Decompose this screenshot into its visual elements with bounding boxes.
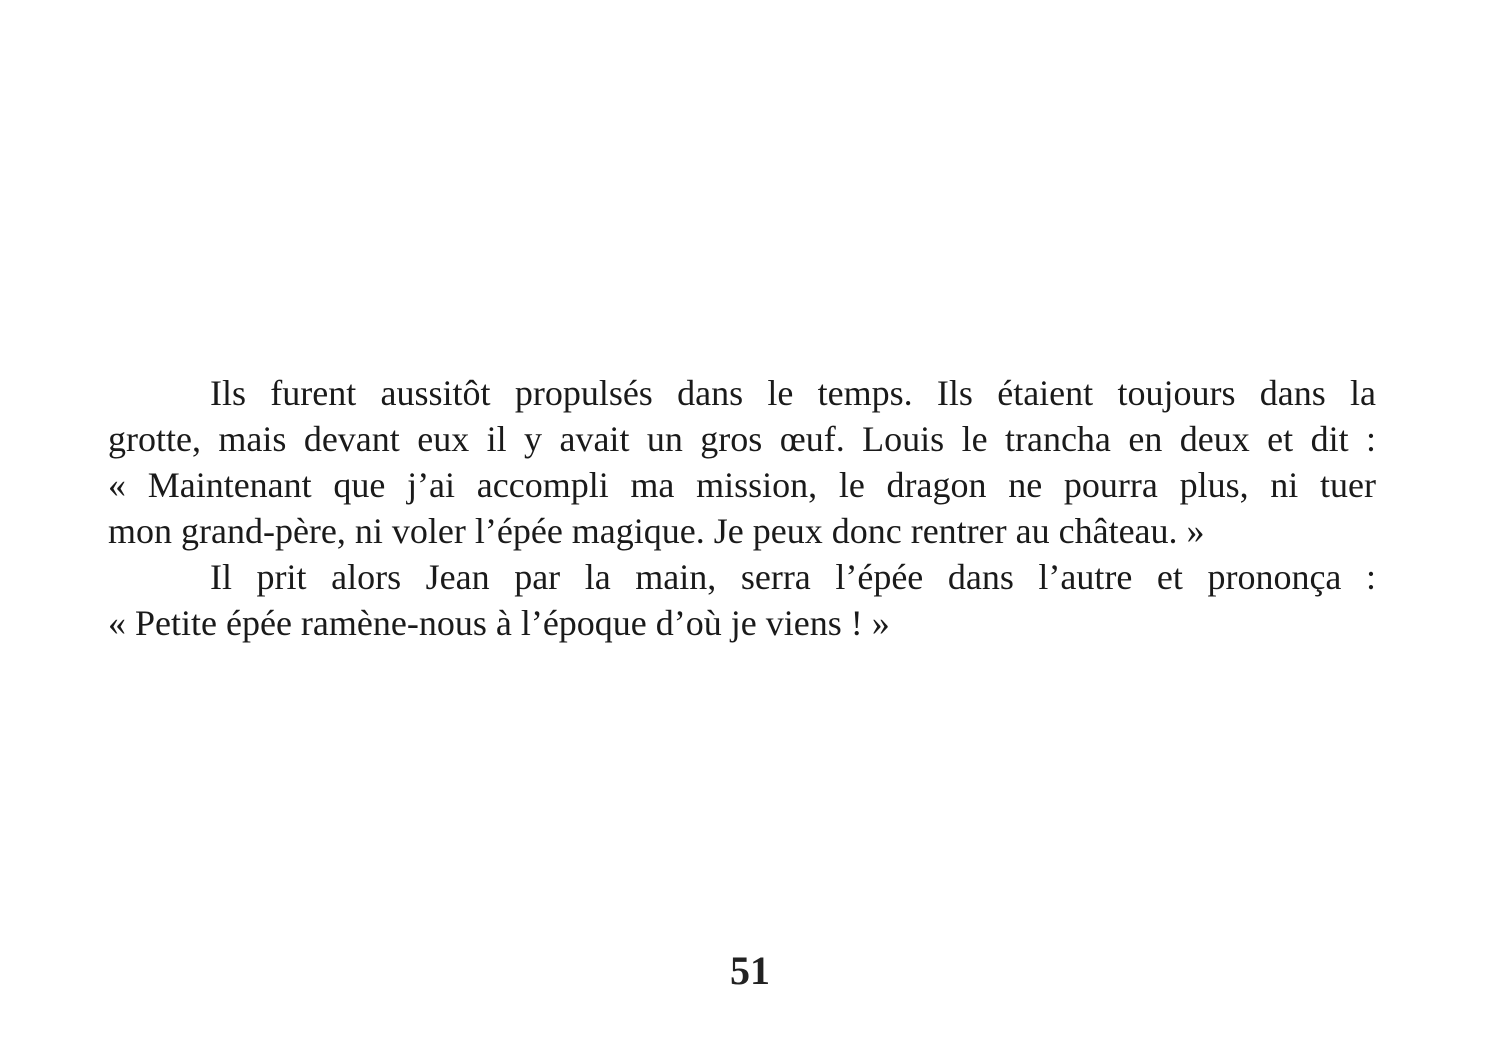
text-line: « Petite épée ramène-nous à l’époque d’où je viens ! » xyxy=(108,603,890,643)
page-number: 51 xyxy=(730,948,770,993)
text-line: grotte, mais devant eux il y avait un gros œuf. Louis le trancha en deux et dit : xyxy=(108,419,1376,459)
text-line: Il prit alors Jean par la main, serra l’épée dans l’autre et prononça : xyxy=(210,557,1376,597)
text-line: mon grand-père, ni voler l’épée magique. Je peux donc rentrer au château. » xyxy=(108,511,1205,551)
body-text xyxy=(108,370,1376,646)
text-line: Ils furent aussitôt propulsés dans le temps. Ils étaient toujours dans la xyxy=(210,373,1376,413)
paragraph-1 xyxy=(108,370,1376,554)
text-line: « Maintenant que j’ai accompli ma mission, le dragon ne pourra plus, ni tuer xyxy=(108,465,1376,505)
paragraph-2 xyxy=(108,554,1376,646)
